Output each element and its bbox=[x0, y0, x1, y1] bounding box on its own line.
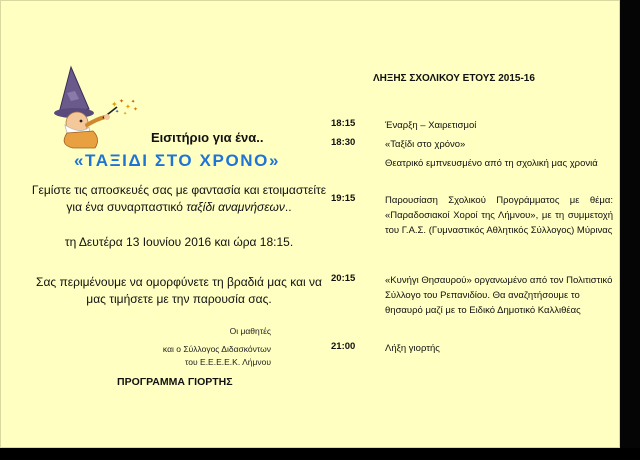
event-title: «ΤΑΞΙΔΙ ΣΤΟ ΧΡΟΝΟ» bbox=[73, 151, 281, 170]
welcome-text: Σας περιμένουμε να ομορφύνετε τη βραδιά μας και να μας τιμήσετε με την παρουσία σας. bbox=[36, 275, 322, 306]
schedule-item: Έναρξη – Χαιρετισμοί bbox=[385, 120, 477, 131]
svg-text:✦: ✦ bbox=[125, 104, 131, 111]
svg-text:✦: ✦ bbox=[111, 100, 118, 109]
svg-text:✦: ✦ bbox=[119, 99, 125, 105]
schedule-item: «Κυνήγι Θησαυρού» οργανωμένο από τον Πολιτιστικό Σύλλογο του Ρεπανιδίου. Θα αναζητήσουμε το θησαυρό μαζί με το Ειδικό Δημοτικό Καλλιθέας bbox=[385, 275, 613, 316]
schedule-item: «Ταξίδι στο χρόνο» bbox=[385, 139, 466, 150]
schedule-item: Λήξη γιορτής bbox=[385, 343, 440, 354]
svg-text:✦: ✦ bbox=[115, 109, 120, 115]
svg-text:✦: ✦ bbox=[133, 107, 139, 113]
schedule-time: 19:15 bbox=[331, 193, 356, 204]
schedule-time: 21:00 bbox=[331, 341, 356, 352]
svg-text:✦: ✦ bbox=[131, 99, 136, 105]
schedule-time: 18:30 bbox=[331, 137, 356, 148]
dark-border-bottom bbox=[0, 448, 640, 460]
signature-line-3: του Ε.Ε.Ε.Ε.Κ. Λήμνου bbox=[185, 357, 271, 367]
schedule-time: 18:15 bbox=[331, 118, 356, 129]
signature-line-1: Οι μαθητές bbox=[229, 326, 271, 336]
event-date: τη Δευτέρα 13 Ιουνίου 2016 και ώρα 18:15. bbox=[64, 235, 294, 249]
program-title: ΠΡΟΓΡΑΜΜΑ ΓΙΟΡΤΗΣ bbox=[117, 376, 233, 388]
svg-text:✦: ✦ bbox=[123, 111, 128, 117]
schedule-item: Παρουσίαση Σχολικού Προγράμματος με θέμα: «Παραδοσιακοί Χοροί της Λήμνου», με τη συμμετοχή του Γ.Α.Σ. (Γυμναστικός Αθλητικός Σύλλογος) Μύρινας bbox=[385, 195, 613, 236]
intro-text-main: Γεμίστε τις αποσκευές σας με φαντασία και ετοιμαστείτε για ένα συναρπαστικό bbox=[31, 183, 327, 214]
ticket-for-text: Εισιτήριο για ένα.. bbox=[151, 130, 264, 145]
intro-text-end: .. bbox=[284, 200, 292, 214]
dark-border-right bbox=[620, 0, 640, 460]
wizard-illustration bbox=[45, 63, 141, 149]
school-year-heading: ΛΗΞΗΣ ΣΧΟΛΙΚΟΥ ΕΤΟΥΣ 2015-16 bbox=[373, 73, 535, 84]
signature-line-2: και ο Σύλλογος Διδασκόντων bbox=[162, 344, 271, 354]
schedule-item: Θεατρικό εμπνευσμένο από τη σχολική μας χρονιά bbox=[385, 158, 598, 169]
intro-text-italic: ταξίδι αναμνήσεων bbox=[186, 200, 285, 214]
intro-text bbox=[29, 182, 329, 216]
schedule-time: 20:15 bbox=[331, 273, 356, 284]
